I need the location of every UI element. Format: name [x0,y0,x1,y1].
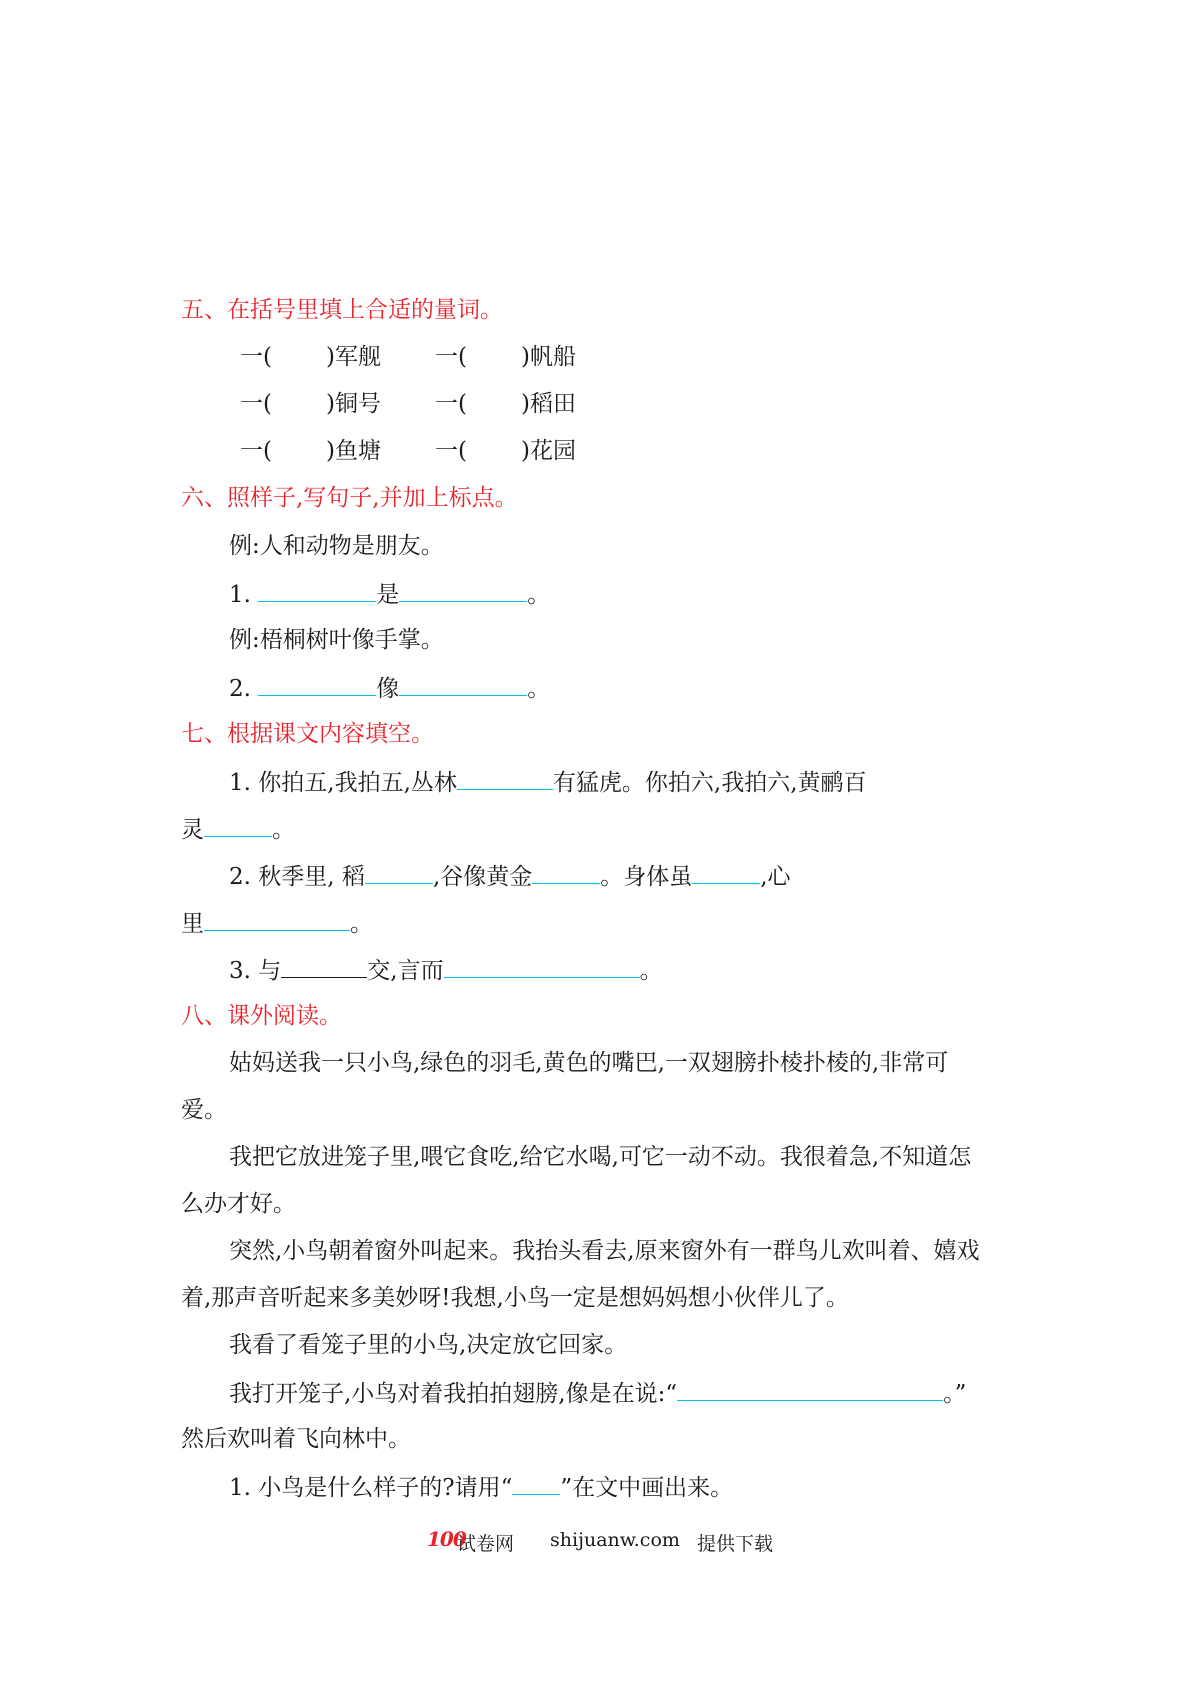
text-segment: 。 [272,817,295,843]
reading-paragraph-5-line-1 [229,1376,966,1410]
period: 。 [527,582,551,608]
text-segment: 。身体虽 [600,864,693,890]
reading-paragraph-1-line-1: 姑妈送我一只小鸟,绿色的羽毛,黄色的嘴巴,一双翅膀扑棱扑棱的,非常可 [229,1050,949,1076]
item-prefix: 一( [240,344,272,370]
measure-word-item [435,388,576,420]
item-suffix: )鱼塘 [325,438,381,464]
answer-blank[interactable] [692,859,760,884]
reading-question-1 [229,1470,733,1504]
answer-blank[interactable] [399,577,527,602]
item-suffix: )帆船 [520,344,576,370]
text-segment: 。 [350,911,373,937]
connector-word: 像 [376,676,400,702]
text-segment: 3. 与 [229,958,282,984]
fill-question-2-line-2 [181,906,373,940]
item-prefix: 一( [435,391,467,417]
reading-paragraph-4: 我看了看笼子里的小鸟,决定放它回家。 [229,1332,628,1358]
answer-blank[interactable] [532,859,600,884]
text-segment: 交,言而 [367,958,444,984]
item-suffix: )铜号 [325,391,381,417]
measure-word-item [240,341,381,373]
text-segment: 1. 你拍五,我拍五,丛林 [229,770,457,796]
fill-question-3 [229,953,663,987]
item-prefix: 一( [435,438,467,464]
question-number: 1. [229,582,251,608]
answer-blank[interactable] [204,906,350,931]
example-sentence: 例:人和动物是朋友。 [229,533,444,559]
item-prefix: 一( [240,391,272,417]
measure-word-item [240,388,381,420]
fill-question-2-line-1 [229,859,791,893]
reading-paragraph-5-line-2: 然后欢叫着飞向林中。 [181,1426,411,1452]
download-note: 提供下载 [697,1533,774,1555]
answer-blank[interactable] [457,765,553,790]
sentence-question-2 [229,671,550,705]
answer-blank[interactable] [365,859,433,884]
item-prefix: 一( [435,344,467,370]
answer-blank[interactable] [444,953,640,978]
reading-paragraph-2-line-1: 我把它放进笼子里,喂它食吃,给它水喝,可它一动不动。我很着急,不知道怎 [229,1144,972,1170]
text-segment: 里 [181,911,204,937]
reading-paragraph-3-line-1: 突然,小鸟朝着窗外叫起来。我抬头看去,原来窗外有一群鸟儿欢叫着、嬉戏 [229,1238,980,1264]
answer-blank[interactable] [258,577,376,602]
text-segment: 2. 秋季里, 稻 [229,864,365,890]
measure-word-item [435,435,576,467]
item-suffix: )军舰 [325,344,381,370]
reading-paragraph-1-line-2: 爱。 [181,1097,227,1123]
text-segment: 1. 小鸟是什么样子的?请用“ [229,1475,513,1501]
text-segment: 我打开笼子,小鸟对着我拍拍翅膀,像是在说:“ [229,1381,678,1407]
section-5-heading: 五、在括号里填上合适的量词。 [181,297,503,323]
site-url: shijuanw.com [550,1529,680,1551]
sentence-question-1 [229,577,550,611]
section-8-heading: 八、课外阅读。 [181,1003,342,1029]
measure-word-item [435,341,576,373]
reading-paragraph-2-line-2: 么办才好。 [181,1191,296,1217]
answer-blank[interactable] [258,671,376,696]
site-logo: 100 [427,1527,466,1551]
section-7-heading: 七、根据课文内容填空。 [181,721,434,747]
fill-question-1-line-1 [229,765,867,799]
example-sentence: 例:梧桐树叶像手掌。 [229,627,444,653]
text-segment: 。” [943,1381,967,1407]
question-number: 2. [229,676,251,702]
answer-blank[interactable] [677,1376,943,1401]
text-segment: ”在文中画出来。 [560,1475,734,1501]
item-suffix: )花园 [520,438,576,464]
item-suffix: )稻田 [520,391,576,417]
site-name: 试卷网 [457,1533,515,1555]
text-segment: ,心 [760,864,791,890]
text-segment: 。 [639,958,663,984]
text-segment: ,谷像黄金 [432,864,533,890]
text-segment: 灵 [181,817,204,843]
section-6-heading: 六、照样子,写句子,并加上标点。 [181,485,518,511]
answer-blank[interactable] [204,812,272,837]
reading-paragraph-3-line-2: 着,那声音听起来多美妙呀!我想,小鸟一定是想妈妈想小伙伴儿了。 [181,1285,849,1311]
underline-sample [512,1470,560,1495]
answer-blank[interactable] [281,953,367,978]
item-prefix: 一( [240,438,272,464]
fill-question-1-line-2 [181,812,295,846]
text-segment: 有猛虎。你拍六,我拍六,黄鹂百 [552,770,867,796]
period: 。 [527,676,551,702]
connector-word: 是 [376,582,400,608]
measure-word-item [240,435,381,467]
answer-blank[interactable] [399,671,527,696]
